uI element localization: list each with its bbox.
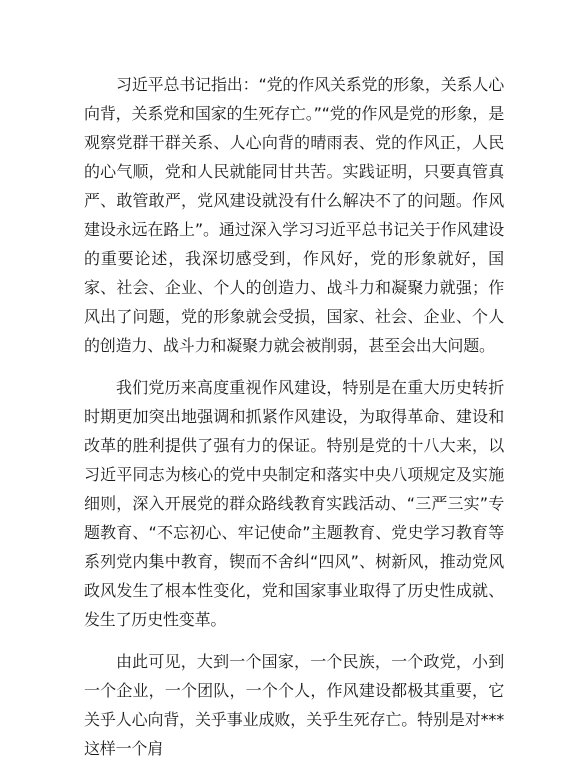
paragraph-1: 习近平总书记指出：“党的作风关系党的形象，关系人心向背，关系党和国家的生死存亡。”“党的作风是党的形象，是观察党群干群关系、人心向背的晴雨表、党的作风正，人民的心气顺，党和人民就能同甘共苦。实践证明，只要真管真严、敢管敢严，党风建设就没有什么解决不了的问题。作风建设永远在路上”。通过深入学习习近平总书记关于作风建设的重要论述，我深切感受到，作风好，党的形象就好，国家、社会、企业、个人的创造力、战斗力和凝聚力就强；作风出了问题，党的形象就会受损，国家、社会、企业、个人的创造力、战斗力和凝聚力就会被削弱，甚至会出大问题。 bbox=[84, 75, 504, 355]
paragraph-3: 由此可见，大到一个国家，一个民族，一个政党，小到一个企业，一个团队，一个个人，作风建设都极其重要，它关乎人心向背，关乎事业成败，关乎生死存亡。特别是对***这样一个肩 bbox=[84, 652, 504, 758]
document-body bbox=[84, 70, 504, 776]
paragraph-2: 我们党历来高度重视作风建设，特别是在重大历史转折时期更加突出地强调和抓紧作风建设，为取得革命、建设和改革的胜利提供了强有力的保证。特别是党的十八大来，以习近平同志为核心的党中央制定和落实中央八项规定及实施细则，深入开展党的群众路线教育实践活动、“三严三实”专题教育、“不忘初心、牢记使命”主题教育、党史学习教育等系列党内集中教育，锲而不舍纠“四风”、树新风，推动党风政风发生了根本性变化，党和国家事业取得了历史性成就、发生了历史性变革。 bbox=[84, 378, 504, 629]
